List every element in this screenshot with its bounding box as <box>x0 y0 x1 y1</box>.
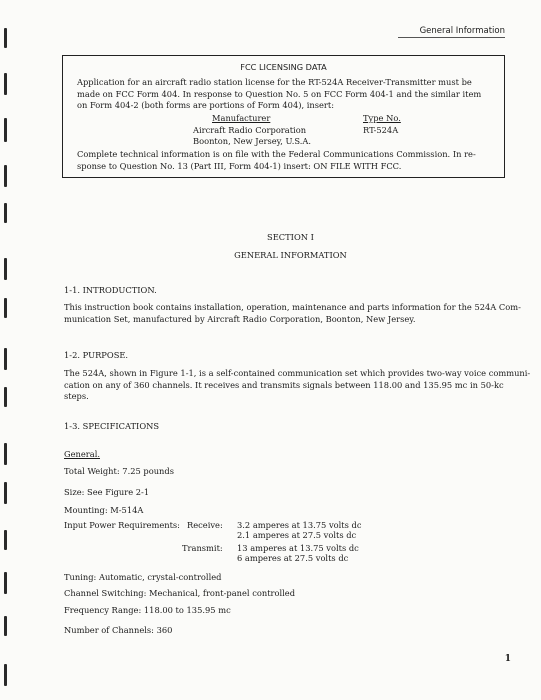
spec-total-weight: Total Weight: 7.25 pounds <box>64 466 174 476</box>
intro-heading: 1-1. INTRODUCTION. <box>64 285 157 295</box>
spec-transmit-value: 13 amperes at 13.75 volts dc <box>237 543 359 553</box>
spec-receive-label: Receive: <box>187 520 223 530</box>
spec-receive-value: 3.2 amperes at 13.75 volts dc <box>237 520 362 530</box>
spec-size: Size: See Figure 2-1 <box>64 487 150 497</box>
binding-mark <box>4 203 7 223</box>
manufacturer-label: Manufacturer <box>212 113 271 123</box>
spec-mounting: Mounting: M-514A <box>64 505 144 515</box>
manufacturer-block <box>193 113 311 148</box>
spec-transmit-values <box>237 543 359 563</box>
binding-mark <box>4 258 7 280</box>
fcc-box-title: FCC LICENSING DATA <box>240 62 327 72</box>
section-number: SECTION I <box>267 232 314 242</box>
page-number: 1 <box>504 654 511 664</box>
running-header: General Information <box>419 26 505 36</box>
spec-frequency-range: Frequency Range: 118.00 to 135.95 mc <box>64 605 231 615</box>
fcc-closing-line: Complete technical information is on file with the Federal Communications Commission. In re- <box>77 149 476 159</box>
purpose-line: cation on any of 360 channels. It receives and transmits signals between 118.00 and 135.95 mc in 50-kc <box>64 379 504 390</box>
binding-mark <box>4 73 7 95</box>
spec-transmit-label: Transmit: <box>182 543 223 553</box>
binding-mark <box>4 572 7 594</box>
section-title: GENERAL INFORMATION <box>234 250 347 260</box>
type-label: Type No. <box>363 113 401 123</box>
binding-mark <box>4 616 7 636</box>
type-value: RT-524A <box>363 124 399 135</box>
purpose-line: steps. <box>64 391 89 401</box>
purpose-heading: 1-2. PURPOSE. <box>64 350 129 360</box>
specs-heading: 1-3. SPECIFICATIONS <box>64 421 160 431</box>
purpose-paragraph <box>64 368 530 403</box>
fcc-closing-line: sponse to Question No. 13 (Part III, Form 404-1) insert: ON FILE WITH FCC. <box>77 160 402 171</box>
intro-paragraph <box>64 302 521 325</box>
fcc-licensing-box <box>62 55 505 178</box>
general-subheading: General. <box>64 449 100 459</box>
binding-mark <box>4 298 7 318</box>
spec-channel-switching: Channel Switching: Mechanical, front-panel controlled <box>64 588 296 598</box>
spec-number-of-channels: Number of Channels: 360 <box>64 625 173 635</box>
binding-mark <box>4 165 7 187</box>
fcc-intro-line: on Form 404-2 (both forms are portions of Form 404), insert: <box>77 100 334 110</box>
header-rule <box>398 37 505 38</box>
spec-transmit-value: 6 amperes at 27.5 volts dc <box>237 553 349 563</box>
binding-mark <box>4 664 7 686</box>
binding-mark <box>4 28 7 48</box>
intro-line: This instruction book contains installation, operation, maintenance and parts information for the 524A Com- <box>64 302 521 312</box>
fcc-intro-line: Application for an aircraft radio station license for the RT-524A Receiver-Transmitter must be <box>77 77 472 87</box>
binding-mark <box>4 482 7 504</box>
binding-mark <box>4 387 7 407</box>
purpose-line: The 524A, shown in Figure 1-1, is a self-contained communication set which provides two-way voice communi- <box>64 368 531 378</box>
spec-receive-values <box>237 520 361 540</box>
fcc-intro-line: made on FCC Form 404. In response to Question No. 5 on FCC Form 404-1 and the similar item <box>77 88 482 99</box>
type-block <box>363 113 401 136</box>
manufacturer-address: Boonton, New Jersey, U.S.A. <box>193 136 312 146</box>
spec-tuning: Tuning: Automatic, crystal-controlled <box>64 572 222 582</box>
spec-receive-value: 2.1 amperes at 27.5 volts dc <box>237 530 357 540</box>
binding-mark <box>4 118 7 142</box>
binding-mark <box>4 530 7 550</box>
manufacturer-name: Aircraft Radio Corporation <box>193 124 307 135</box>
binding-mark <box>4 443 7 465</box>
fcc-intro <box>77 77 481 112</box>
spec-input-power-label: Input Power Requirements: <box>64 520 180 530</box>
binding-mark <box>4 348 7 370</box>
fcc-closing <box>77 149 476 172</box>
intro-line: munication Set, manufactured by Aircraft Radio Corporation, Boonton, New Jersey. <box>64 313 416 324</box>
